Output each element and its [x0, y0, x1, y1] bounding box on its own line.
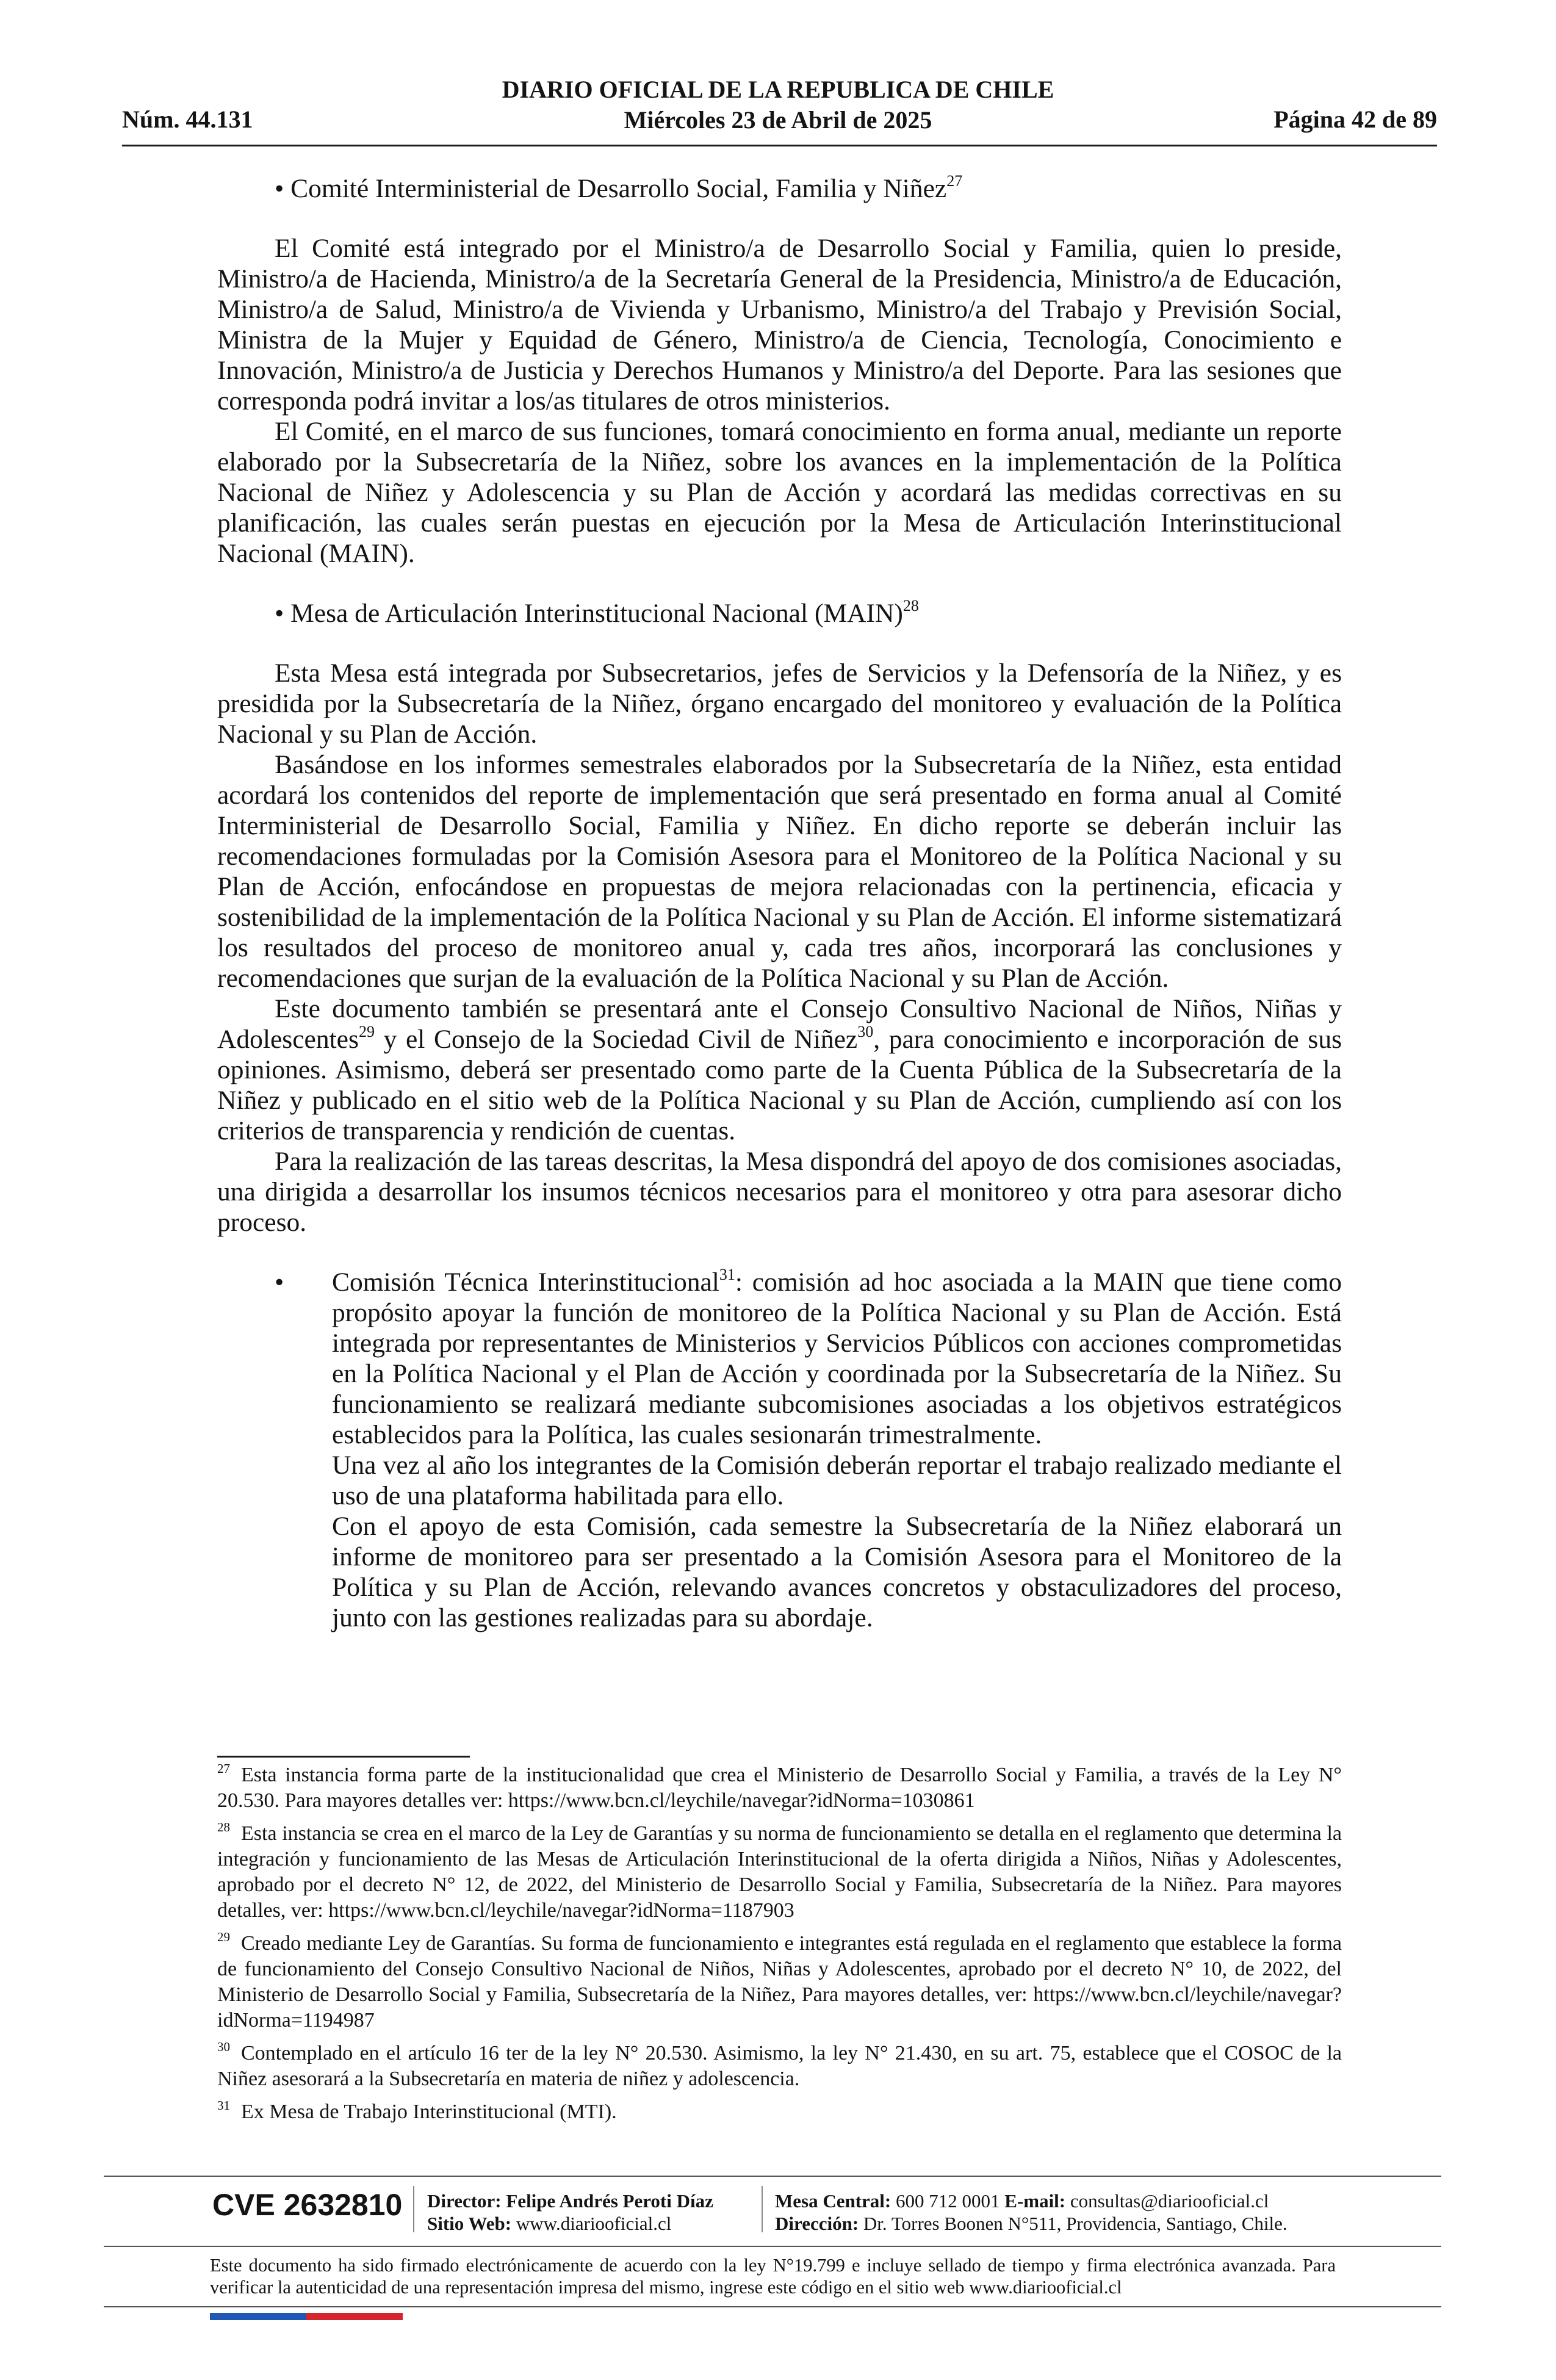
flag-stripe-red: [306, 2313, 403, 2320]
email-link[interactable]: consultas@diariooficial.cl: [1070, 2190, 1269, 2212]
document-body: [217, 173, 1342, 1633]
bullet-point: •: [275, 1268, 284, 1297]
page-counter: Página 42 de 89: [1273, 106, 1437, 133]
issue-number: Núm. 44.131: [122, 106, 253, 133]
footer-director-info: [427, 2190, 713, 2235]
footer-divider: [104, 2246, 1441, 2247]
footnote: $^{29}$ Creado mediante Ley de Garantías. Su forma de funcionamiento e integrantes está regulada en el reglamento que establece la forma de funcionamiento del Consejo Consultivo Nacional de Niños, Niñas y Adolescentes, aprobado por el decreto N° 10, de 2022, del Ministerio de Desarrollo Social y Familia, Subsecretaría de la Niñez, Para mayores detalles, ver: https://www.bcn.cl/leychile/navegar?idNorma=1194987: [217, 1930, 1342, 2032]
footer-column-divider: [762, 2186, 763, 2232]
footnote-separator: [217, 1756, 470, 1758]
section-heading-comite: • Comité Interministerial de Desarrollo Social, Familia y Niñez$^{27}$: [275, 172, 963, 203]
list-item-text: Comisión Técnica Interinstitucional$^{31}$: comisión ad hoc asociada a la MAIN que tiene como propósito apoyar la función de monitoreo de la Política Nacional y su Plan de Acción. Está integrada por representantes de Ministerios y Servicios Públicos con acciones comprometidas en la Política Nacional y el Plan de Acción y coordinada por la Subsecretaría de la Niñez. Su funcionamiento se realizará mediante subcomisiones asociadas a los objetivos estratégicos establecidos para la Política, las cuales sesionarán trimestralmente.: [332, 1266, 1342, 1449]
phone-number: 600 712 0001: [896, 2190, 1000, 2212]
address-label: Dirección:: [775, 2213, 859, 2234]
footnote: $^{27}$ Esta instancia forma parte de la institucionalidad que crea el Ministerio de Desarrollo Social y Familia, a través de la Ley N° 20.530. Para mayores detalles ver: https://www.bcn.cl/leychile/navegar?idNorma=1030861: [217, 1761, 1342, 1812]
footer-column-divider: [413, 2186, 414, 2232]
footnote-ref-30[interactable]: 30: [857, 1023, 874, 1040]
list-item-text: Una vez al año los integrantes de la Comisión deberán reportar el trabajo realizado mediante el uso de una plataforma habilitada para ello.: [332, 1451, 1342, 1510]
footnote: $^{31}$ Ex Mesa de Trabajo Interinstitucional (MTI).: [217, 2098, 617, 2123]
phone-label: Mesa Central:: [775, 2190, 891, 2212]
paragraph: Basándose en los informes semestrales elaborados por la Subsecretaría de la Niñez, esta entidad acordará los contenidos del reporte de implementación que será presentado en forma anual al Comité Interministerial de Desarrollo Social, Familia y Niñez. En dicho reporte se deberán incluir las recomendaciones formuladas por la Comisión Asesora para el Monitoreo de la Política Nacional y su Plan de Acción, enfocándose en propuestas de mejora relacionadas con la pertinencia, eficacia y sostenibilidad de la implementación de la Política Nacional y su Plan de Acción. El informe sistematizará los resultados del proceso de monitoreo anual y, cada tres años, incorporará las conclusiones y recomendaciones que surjan de la evaluación de la Política Nacional y su Plan de Acción.: [217, 750, 1342, 993]
publication-title: DIARIO OFICIAL DE LA REPUBLICA DE CHILE: [502, 76, 1054, 103]
footnote: $^{30}$ Contemplado en el artículo 16 ter de la ley N° 20.530. Asimismo, la ley N° 21.430, en su art. 75, establece que el COSOC de la Niñez asesorará a la Subsecretaría en materia de niñez y adolescencia.: [217, 2039, 1342, 2090]
footer-contact-info: [775, 2190, 1288, 2235]
footnote: $^{28}$ Esta instancia se crea en el marco de la Ley de Garantías y su norma de funcionamiento se detalla en el reglamento que determina la integración y funcionamiento de las Mesas de Articulación Interinstitucional de la oferta dirigida a Niños, Niñas y Adolescentes, aprobado por el decreto N° 12, de 2022, del Ministerio de Desarrollo Social y Familia, Subsecretaría de la Niñez. Para mayores detalles, ver: https://www.bcn.cl/leychile/navegar?idNorma=1187903: [217, 1820, 1342, 1922]
footnote-ref-31[interactable]: 31: [719, 1266, 735, 1283]
footnote-ref-29[interactable]: 29: [358, 1023, 375, 1040]
paragraph: El Comité, en el marco de sus funciones, tomará conocimiento en forma anual, mediante un reporte elaborado por la Subsecretaría de la Niñez, sobre los avances en la implementación de la Política Nacional de Niñez y Adolescencia y su Plan de Acción y acordará las medidas correctivas en su planificación, las cuales serán puestas en ejecución por la Mesa de Articulación Interinstitucional Nacional (MAIN).: [217, 417, 1342, 568]
cve-code: CVE 2632810: [212, 2188, 403, 2222]
website-link[interactable]: www.diariooficial.cl: [516, 2213, 672, 2234]
footer-divider: [104, 2306, 1441, 2307]
email-label: E-mail:: [1004, 2190, 1066, 2212]
address-value: Dr. Torres Boonen N°511, Providencia, Santiago, Chile.: [863, 2213, 1288, 2234]
publication-date: Miércoles 23 de Abril de 2025: [624, 106, 932, 134]
list-item: [217, 1267, 1342, 1633]
section-heading-main: • Mesa de Articulación Interinstitucional Nacional (MAIN)$^{28}$: [275, 597, 919, 628]
footnotes: [217, 1762, 1342, 2132]
signature-notice: Este documento ha sido firmado electrónicamente de acuerdo con la ley N°19.799 e incluye sellado de tiempo y firma electrónica avanzada. Para verificar la autenticidad de una representación impresa del mismo, ingrese este código en el sitio web www.diariooficial.cl: [210, 2255, 1336, 2298]
header-divider: [122, 145, 1437, 146]
footnote-ref-27[interactable]: 27: [946, 172, 963, 190]
website-label: Sitio Web:: [427, 2213, 512, 2234]
list-item-text: Con el apoyo de esta Comisión, cada semestre la Subsecretaría de la Niñez elaborará un informe de monitoreo para ser presentado a la Comisión Asesora para el Monitoreo de la Política y su Plan de Acción, relevando avances concretos y obstaculizadores del proceso, junto con las gestiones realizadas para su abordaje.: [332, 1512, 1342, 1632]
director-name: Director: Felipe Andrés Peroti Díaz: [427, 2190, 713, 2212]
paragraph: Para la realización de las tareas descritas, la Mesa dispondrá del apoyo de dos comisiones asociadas, una dirigida a desarrollar los insumos técnicos necesarios para el monitoreo y otra para asesorar dicho proceso.: [217, 1147, 1342, 1237]
paragraph: Esta Mesa está integrada por Subsecretarios, jefes de Servicios y la Defensoría de la Niñez, y es presidida por la Subsecretaría de la Niñez, órgano encargado del monitoreo y evaluación de la Política Nacional y su Plan de Acción.: [217, 658, 1342, 749]
paragraph: Este documento también se presentará ante el Consejo Consultivo Nacional de Niños, Niñas y Adolescentes$^{29}$ y el Consejo de la Sociedad Civil de Niñez$^{30}$, para conocimiento e incorporación de sus opiniones. Asimismo, deberá ser presentado como parte de la Cuenta Pública de la Subsecretaría de la Niñez y publicado en el sitio web de la Política Nacional y su Plan de Acción, cumpliendo así con los criterios de transparencia y rendición de cuentas.: [217, 994, 1342, 1145]
paragraph: El Comité está integrado por el Ministro/a de Desarrollo Social y Familia, quien lo preside, Ministro/a de Hacienda, Ministro/a de la Secretaría General de la Presidencia, Ministro/a de Educación, Ministro/a de Salud, Ministro/a de Vivienda y Urbanismo, Ministro/a del Trabajo y Previsión Social, Ministra de la Mujer y Equidad de Género, Ministro/a de Ciencia, Tecnología, Conocimiento e Innovación, Ministro/a de Justicia y Derechos Humanos y Ministro/a del Deporte. Para las sesiones que corresponda podrá invitar a los/as titulares de otros ministerios.: [217, 234, 1342, 416]
footer-divider: [104, 2176, 1441, 2177]
footnote-ref-28[interactable]: 28: [902, 597, 919, 615]
flag-stripe-blue: [210, 2313, 306, 2320]
